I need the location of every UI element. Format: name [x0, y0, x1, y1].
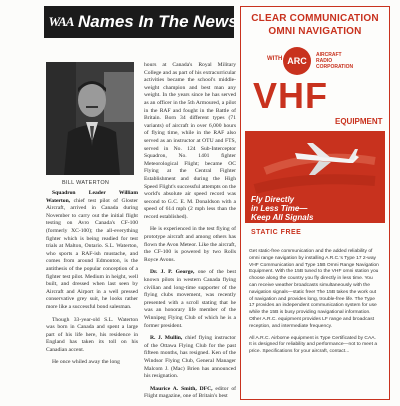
paragraph-text: chief flying instructor of the Ottawa Flying Club for the past fifteen months, has resigned. Ken of the Windsor Flying Club, General Manager Malcom J. (Mac) Brien has announced his resignation. [144, 335, 236, 380]
paragraph: He is experienced in the test flying of prototype aircraft and among others has flown the Avon Meteor. Like the aircraft, the CF-100 is powered by two Rolls Royce Avons. [144, 226, 236, 263]
ad-headline: CLEAR COMMUNICATION [251, 13, 379, 24]
arc-logo: ARC [283, 47, 311, 75]
article-column-1 [46, 190, 138, 372]
company-name-line: AIRCRAFT [316, 52, 342, 58]
paragraph [144, 386, 236, 401]
ad-paragraph: Get static-free communication and the added reliability of omni range navigation by installing A.R.C.'s Type 17 2-way VHF Communication and Type 15B Omni Range Navigation Equipment. With the 15B tuned to the VHF omni station you choose along the country you fly directly in less time. You can receive weather broadcasts simultaneously with the navigation signals—static free! The 15B takes the work out of navigation and provides long, trouble-free life. The Type 17 provides an independent communication system for use while the 15B is busy providing navigational information. Other A.R.C. equipment provides LF range and broadcast reception, and intermediate frequency. [249, 249, 379, 329]
paragraph: hours at Canada's Royal Military College and as part of his extracurricular activities became the school's middle-weight champion and best man any weight. In the years since he has served as an officer in the 5th Armoured, a pilot in the RAF and fought in the Battle of Britain. Born 34 different types (71 variants) of aircraft in over 6,000 hours of flying time, while in the RAF also served as an instructor at OTU and FTS, served in No. 124 Sub-Interceptor Squadron, No. 1401 fighter Meteorological Flight; became OC Flying at the Central Fighter Establishment and during the High Speed Flight's successful attempts on the world's absolute air speed record was second to G.C. E. M. Donaldson with a speed of 614 mph (2 mph less than the record established). [144, 62, 236, 220]
company-name-line: RADIO [316, 58, 333, 64]
section-title: Names In The News [78, 12, 238, 31]
ad-paragraph: All A.R.C. Airborne equipment is Type Certificated by CAA. It is designed for reliability and performance—not to meet a price. Specifications for your aircraft, contact... [249, 335, 378, 355]
paragraph: Though 33-year-old S.L. Waterton was born in Canada and spent a large part of his life here, his residence in England has taken its toll on his Canadian accent. [46, 316, 138, 353]
paragraph-text: editor of Flight magazine, one of Britain's best [144, 385, 236, 400]
article-column-2 [144, 62, 236, 406]
name-lead: Maurice A. Smith, DFC, [150, 385, 213, 392]
photo-caption: BILL WATERTON [62, 180, 110, 186]
ad-body-copy [249, 249, 379, 361]
equipment-label: EQUIPMENT [335, 117, 383, 126]
paragraph [144, 335, 236, 381]
ad-sky-illustration [245, 131, 385, 223]
paragraph [144, 269, 236, 330]
ad-with-label: WITH [267, 56, 283, 62]
name-lead: Dr. J. P. George, [150, 269, 195, 276]
company-name-line: CORPORATION [316, 64, 354, 70]
ad-headline: OMNI NAVIGATION [268, 26, 362, 37]
ad-tagline: Keep All Signals [251, 213, 314, 222]
paragraph-text: one of the best known pilots in western Canada flying civilian and long-time supporter of the flying clubs movement, was recently presented with a scroll stating that he was an honorary life member of the Winnipeg Flying Club of which he is a former president. [144, 269, 237, 329]
portrait-illustration [46, 62, 134, 175]
paragraph-text: chief test pilot of Gloster Aircraft, arrived in Canada during November to carry out the initial flight testing on Avro Canada's CF-100 (formerly XC-100); the all-everything fighter which is being readied for test trials at Malton, Ontario. S.L. Waterton, who sports a RAF-ish mustache, and comes from around Edmonton, is the antithesis of the popular conception of a fighter test pilot. Medium in height, well built, and dressed when last seen by Aircraft and Airport in a well pressed conservative grey suit, he looks rather more like a successful bond salesman. [46, 197, 138, 310]
section-masthead [44, 6, 238, 38]
waa-logo: WAA [48, 14, 74, 29]
name-lead: Squadron Leader William Waterton, [46, 190, 138, 204]
vhf-headline: VHF [253, 75, 328, 116]
name-lead: R. J. Mullin, [150, 335, 183, 342]
static-free-label: STATIC FREE [251, 229, 302, 236]
ad-tagline: Fly Directly in Less Time— [251, 195, 308, 213]
arc-advertisement [240, 6, 390, 400]
company-name [316, 52, 353, 70]
paragraph: He once whiled away the long [52, 359, 120, 366]
paragraph [46, 190, 138, 312]
portrait-photo [46, 62, 134, 175]
